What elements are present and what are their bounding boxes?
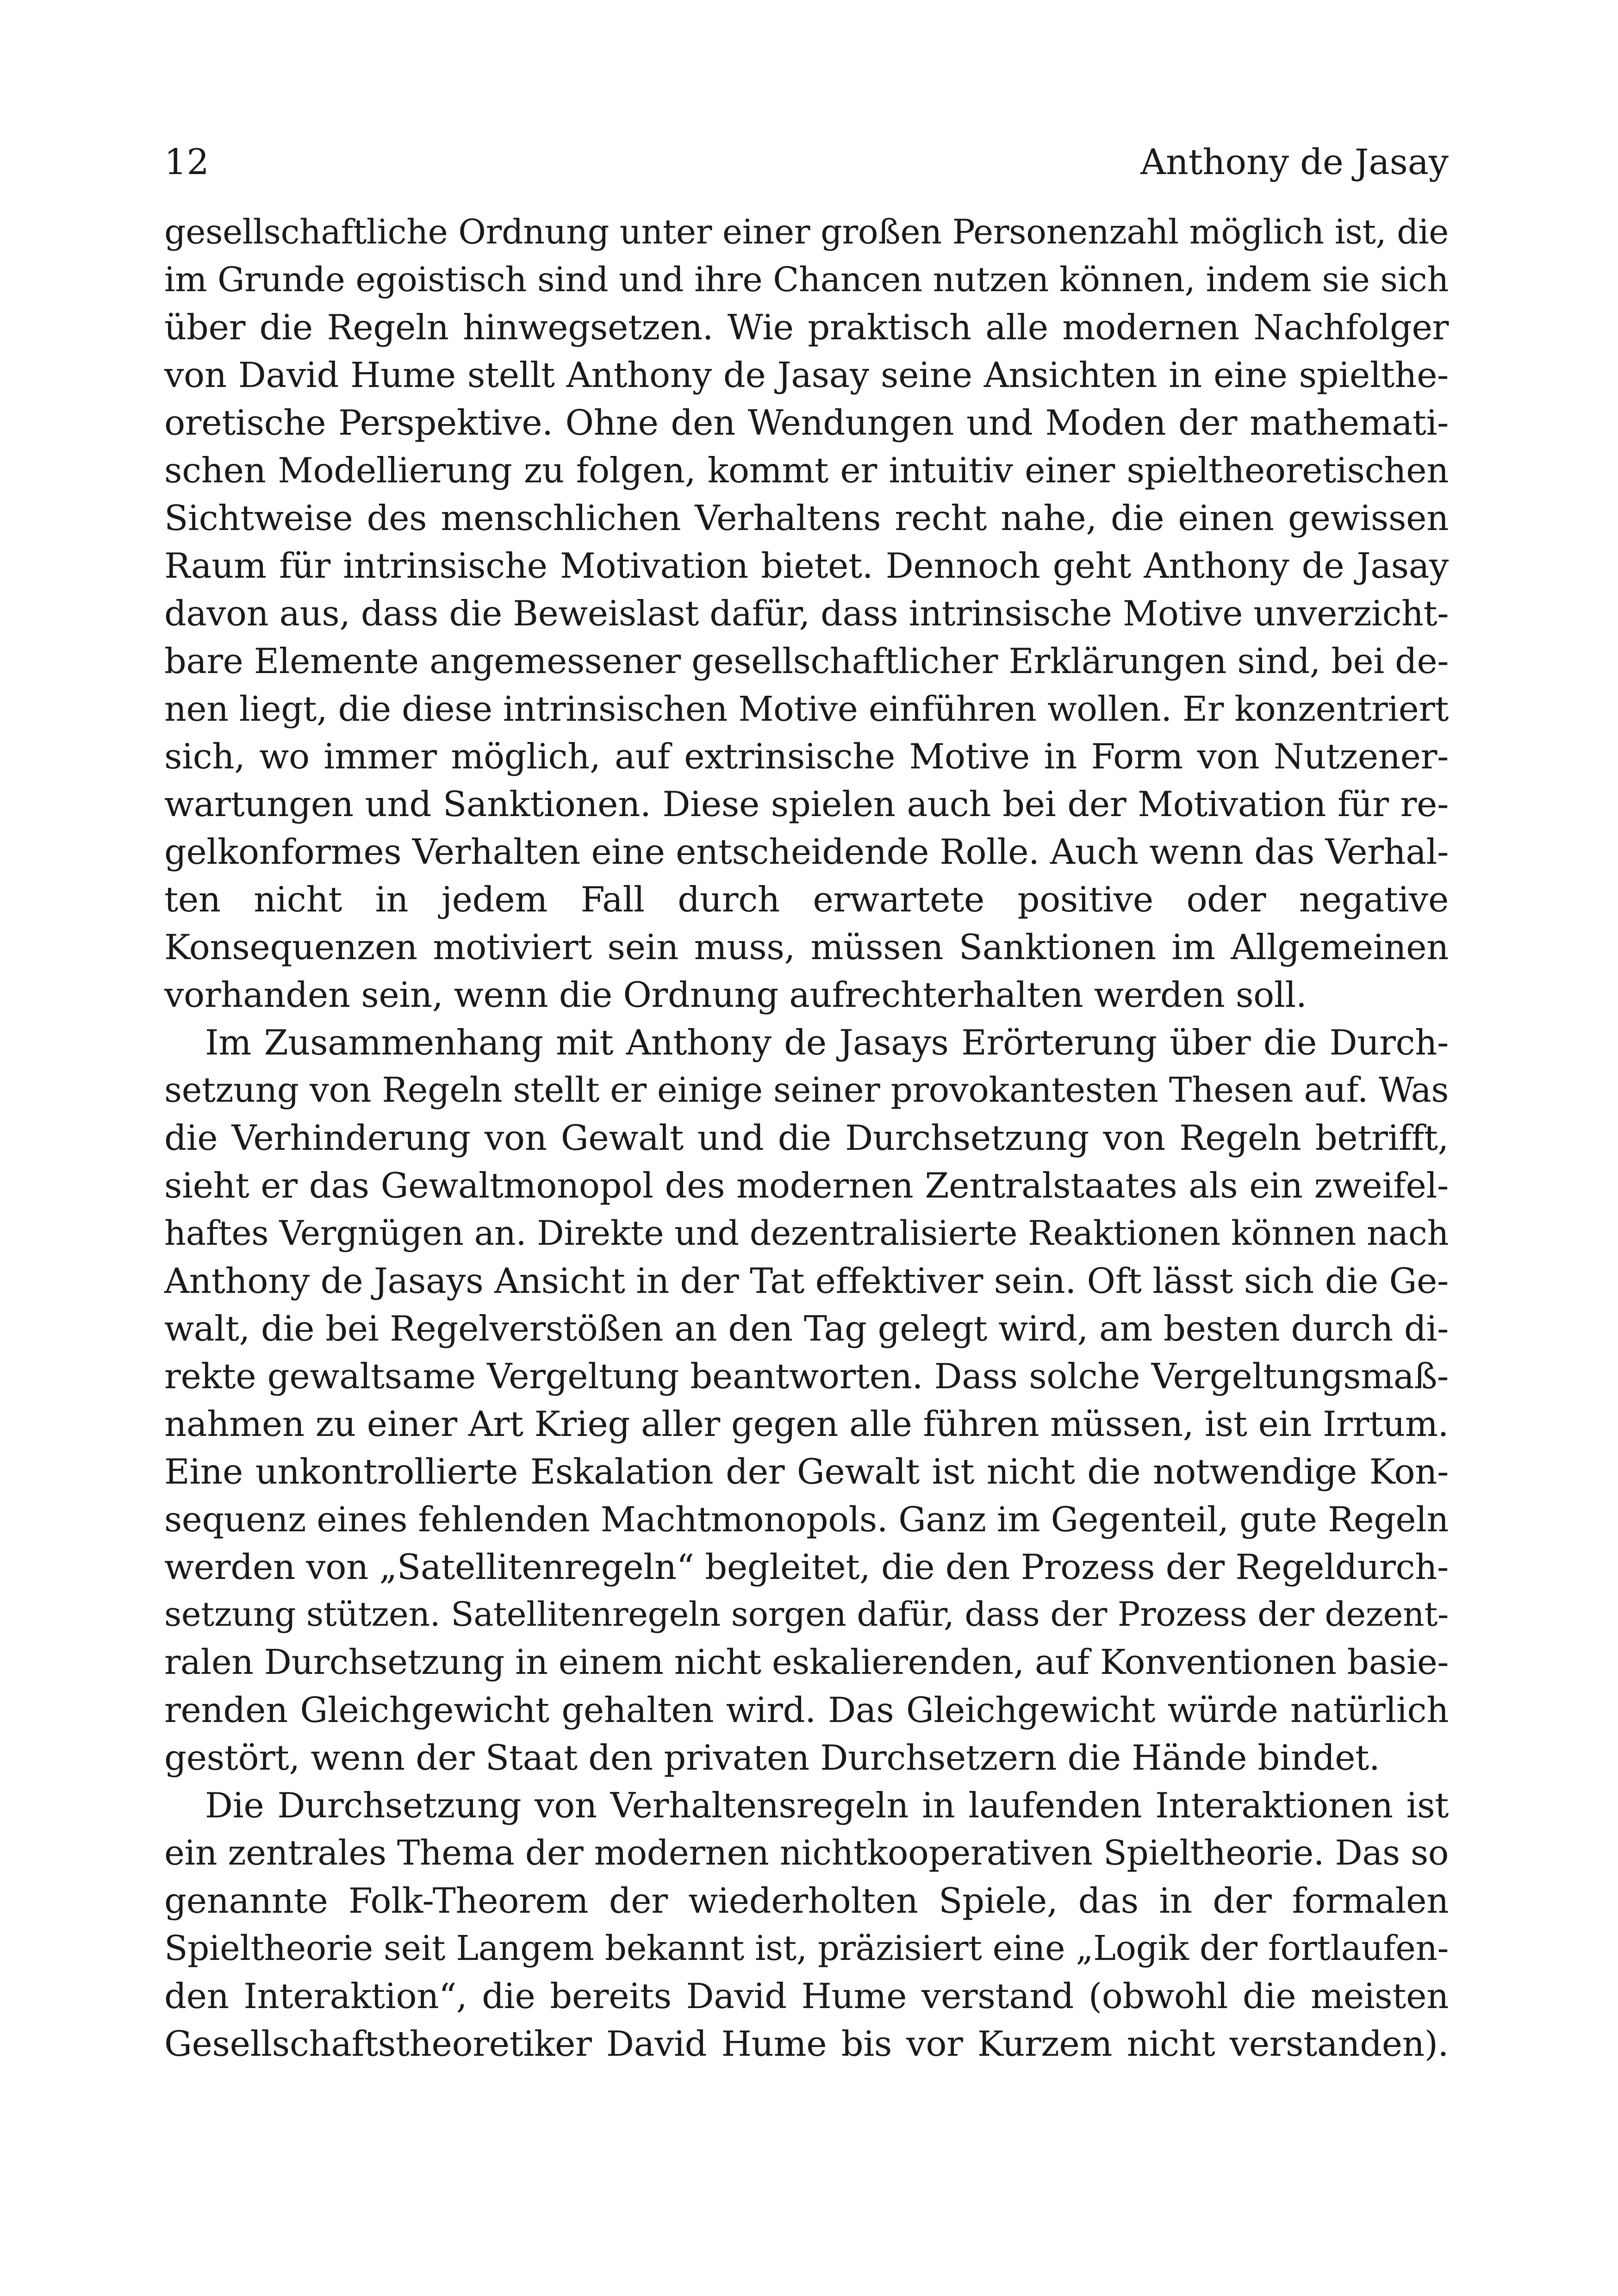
text-line: setzung stützen. Satellitenregeln sorgen dafür, dass der Prozess der dezent-: [164, 1595, 1449, 1634]
text-line: ralen Durchsetzung in einem nicht eskalierenden, auf Konventionen basie-: [164, 1642, 1449, 1682]
text-line: Anthony de Jasays Ansicht in der Tat effektiver sein. Oft lässt sich die Ge-: [164, 1260, 1449, 1301]
paragraph: [164, 208, 1449, 1019]
running-title: Anthony de Jasay: [1140, 141, 1449, 182]
paragraph: [164, 1019, 1449, 1782]
text-line: vorhanden sein, wenn die Ordnung aufrechterhalten werden soll.: [164, 974, 1307, 1015]
text-line: gelkonformes Verhalten eine entscheidende Rolle. Auch wenn das Verhal-: [164, 832, 1449, 872]
text-line: bare Elemente angemessener gesellschaftlicher Erklärungen sind, bei de-: [164, 641, 1449, 681]
text-line: wartungen und Sanktionen. Diese spielen auch bei der Motivation für re-: [164, 784, 1449, 824]
text-line: renden Gleichgewicht gehalten wird. Das Gleichgewicht würde natürlich: [164, 1690, 1449, 1730]
text-line: sequenz eines fehlenden Machtmonopols. Ganz im Gegenteil, gute Regeln: [164, 1499, 1449, 1540]
text-line: sieht er das Gewaltmonopol des modernen Zentralstaates als ein zweifel-: [164, 1165, 1449, 1206]
paragraph: [164, 1782, 1449, 2068]
text-line: sich, wo immer möglich, auf extrinsische Motive in Form von Nutzener-: [164, 736, 1449, 777]
text-line: werden von „Satellitenregeln“ begleitet, die den Prozess der Regeldurch-: [164, 1547, 1449, 1587]
text-line: haftes Vergnügen an. Direkte und dezentralisierte Reaktionen können nach: [164, 1214, 1449, 1253]
text-line: Konsequenzen motiviert sein muss, müssen Sanktionen im Allgemeinen: [164, 927, 1449, 967]
text-line: Gesellschaftstheoretiker David Hume bis vor Kurzem nicht verstanden).: [164, 2023, 1449, 2064]
text-line: schen Modellierung zu folgen, kommt er intuitiv einer spieltheoretischen: [164, 450, 1449, 491]
text-line: den Interaktion“, die bereits David Hume verstand (obwohl die meisten: [164, 1976, 1449, 2016]
text-line: Spieltheorie seit Langem bekannt ist, präzisiert eine „Logik der fortlaufen-: [164, 1929, 1449, 1968]
text-line: nahmen zu einer Art Krieg aller gegen alle führen müssen, ist ein Irrtum.: [164, 1404, 1449, 1444]
text-line: gesellschaftliche Ordnung unter einer großen Personenzahl möglich ist, die: [164, 212, 1449, 252]
text-line: walt, die bei Regelverstößen an den Tag gelegt wird, am besten durch di-: [164, 1308, 1449, 1349]
text-line: die Verhinderung von Gewalt und die Durchsetzung von Regeln betrifft,: [164, 1117, 1449, 1158]
text-line: ten nicht in jedem Fall durch erwartete positive oder negative: [164, 879, 1449, 920]
text-line: davon aus, dass die Beweislast dafür, dass intrinsische Motive unverzicht-: [164, 593, 1449, 634]
text-line: ein zentrales Thema der modernen nichtkooperativen Spieltheorie. Das so: [164, 1833, 1449, 1873]
text-line: oretische Perspektive. Ohne den Wendungen und Moden der mathemati-: [164, 402, 1449, 443]
text-line: im Grunde egoistisch sind und ihre Chancen nutzen können, indem sie sich: [164, 260, 1449, 299]
text-line: über die Regeln hinwegsetzen. Wie praktisch alle modernen Nachfolger: [164, 307, 1449, 348]
text-line: von David Hume stellt Anthony de Jasay seine Ansichten in eine spielthe-: [164, 355, 1449, 395]
text-line: Raum für intrinsische Motivation bietet. Dennoch geht Anthony de Jasay: [164, 545, 1449, 586]
text-line: Die Durchsetzung von Verhaltensregeln in laufenden Interaktionen ist: [205, 1785, 1449, 1826]
running-head: [164, 134, 1449, 190]
text-line: Eine unkontrollierte Eskalation der Gewalt ist nicht die notwendige Kon-: [164, 1451, 1449, 1492]
text-line: genannte Folk-Theorem der wiederholten Spiele, das in der formalen: [164, 1880, 1449, 1921]
text-line: Sichtweise des menschlichen Verhaltens recht nahe, die einen gewissen: [164, 498, 1449, 538]
text-line: rekte gewaltsame Vergeltung beantworten. Dass solche Vergeltungsmaß-: [164, 1356, 1449, 1397]
text-line: setzung von Regeln stellt er einige seiner provokantesten Thesen auf. Was: [164, 1070, 1449, 1110]
text-line: Im Zusammenhang mit Anthony de Jasays Erörterung über die Durch-: [205, 1022, 1449, 1063]
body-text: [164, 208, 1449, 2068]
page-number: 12: [164, 141, 209, 182]
text-line: gestört, wenn der Staat den privaten Durchsetzern die Hände bindet.: [164, 1737, 1380, 1778]
text-line: nen liegt, die diese intrinsischen Motive einführen wollen. Er konzentriert: [164, 689, 1449, 729]
